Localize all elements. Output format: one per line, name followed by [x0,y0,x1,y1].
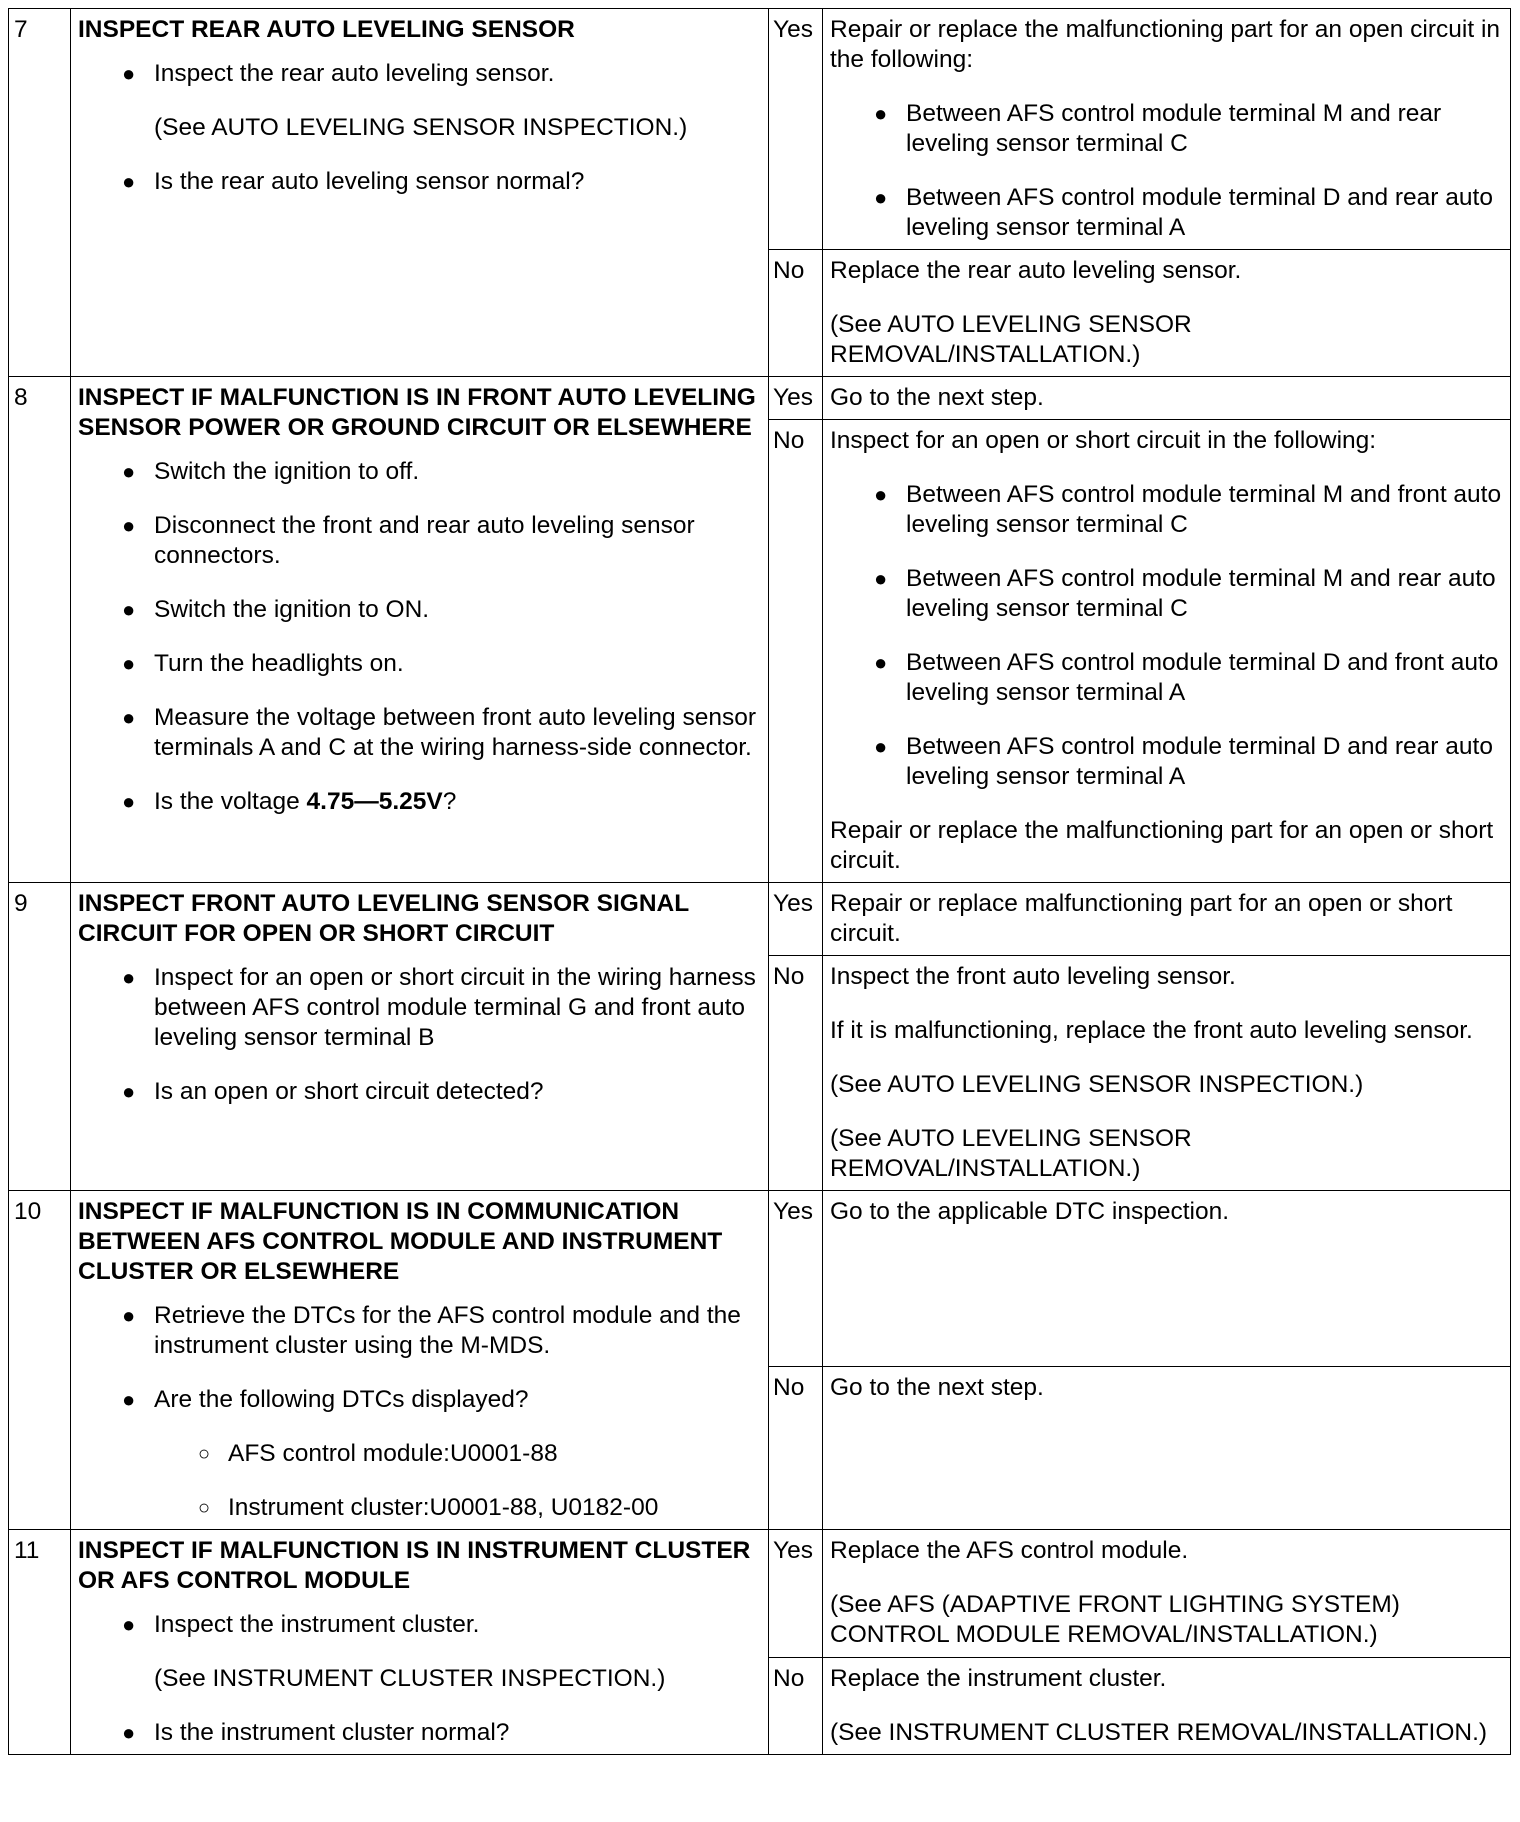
list-item: ● Disconnect the front and rear auto leveling sensor connectors. [122,512,695,569]
step-row [9,377,1511,420]
step-row [9,9,1511,250]
list-item: ● Is the voltage 4.75—5.25V? [122,788,457,815]
bullet-icon: ● [122,1387,136,1412]
list-item: ● Between AFS control module terminal D and rear auto leveling sensor terminal A [874,184,1493,241]
yes-label: Yes [769,1530,823,1658]
circle-bullet-icon: ○ [198,1443,211,1465]
bullet-icon: ● [122,1612,136,1637]
step-number: 10 [9,1191,71,1530]
step-row [9,1191,1511,1367]
bullet-icon: ● [122,1303,136,1328]
list-item: ● Between AFS control module terminal D and rear auto leveling sensor terminal A [874,733,1493,790]
list-item: ● Between AFS control module terminal M and rear leveling sensor terminal C [874,100,1442,157]
list-item: ● Turn the headlights on. [122,650,404,677]
bullet-icon: ● [122,789,136,814]
bullet-icon: ● [874,650,888,675]
step-action [71,883,769,1191]
yes-result: Replace the AFS control module. (See AFS (ADAPTIVE FRONT LIGHTING SYSTEM) CONTROL MODULE REMOVAL/INSTALLATION.) [823,1530,1511,1658]
bullet-icon: ● [874,185,888,210]
list-item: ● Inspect the rear auto leveling sensor. [122,60,555,87]
step-number: 9 [9,883,71,1191]
reference-note: (See AUTO LEVELING SENSOR INSPECTION.) [154,114,688,141]
list-item: ● Is the instrument cluster normal? [122,1719,510,1746]
yes-label: Yes [769,883,823,956]
yes-result: Go to the applicable DTC inspection. [823,1191,1511,1367]
bullet-icon: ● [122,169,136,194]
bullet-icon: ● [122,459,136,484]
bullet-icon: ● [874,566,888,591]
list-item: ● Switch the ignition to off. [122,458,420,485]
bullet-icon: ● [122,597,136,622]
troubleshooting-table [8,8,1511,1755]
no-label: No [769,1367,823,1530]
step-title: INSPECT REAR AUTO LEVELING SENSOR [78,16,575,43]
list-item: ● Between AFS control module terminal M and front auto leveling sensor terminal C [874,481,1502,538]
step-title: INSPECT IF MALFUNCTION IS IN FRONT AUTO LEVELING SENSOR POWER OR GROUND CIRCUIT OR ELSEWHERE [78,384,756,441]
bullet-icon: ● [122,705,136,730]
no-result: Replace the instrument cluster. (See INSTRUMENT CLUSTER REMOVAL/INSTALLATION.) [823,1657,1511,1754]
list-item: ● Switch the ignition to ON. [122,596,430,623]
voltage-spec: 4.75—5.25V [306,788,443,815]
yes-label: Yes [769,377,823,420]
step-number: 8 [9,377,71,883]
no-label: No [769,250,823,377]
no-label: No [769,420,823,883]
step-action [71,1530,769,1755]
no-result: Inspect the front auto leveling sensor. If it is malfunctioning, replace the front auto leveling sensor. (See AUTO LEVELING SENSOR INSPECTION.) (See AUTO LEVELING SENSOR REMOVAL/INSTALLATION.) [823,956,1511,1191]
bullet-icon: ● [874,734,888,759]
list-item: ○ AFS control module:U0001-88 [198,1440,558,1467]
yes-label: Yes [769,9,823,250]
no-label: No [769,1657,823,1754]
list-item: ● Is the rear auto leveling sensor normal? [122,168,585,195]
bullet-icon: ● [122,1079,136,1104]
step-title: INSPECT IF MALFUNCTION IS IN COMMUNICATION BETWEEN AFS CONTROL MODULE AND INSTRUMENT CLUSTER OR ELSEWHERE [78,1198,723,1285]
list-item: ● Measure the voltage between front auto leveling sensor terminals A and C at the wiring harness-side connector. [122,704,756,761]
list-item: ● Between AFS control module terminal M and rear auto leveling sensor terminal C [874,565,1496,622]
step-action [71,1191,769,1530]
step-row [9,1530,1511,1658]
step-title: INSPECT IF MALFUNCTION IS IN INSTRUMENT CLUSTER OR AFS CONTROL MODULE [78,1537,751,1594]
step-action [71,9,769,377]
bullet-icon: ● [122,61,136,86]
list-item: ● Is an open or short circuit detected? [122,1078,544,1105]
bullet-icon: ● [874,482,888,507]
step-number: 7 [9,9,71,377]
circle-bullet-icon: ○ [198,1497,211,1519]
list-item: ● Inspect for an open or short circuit in the wiring harness between AFS control module terminal G and front auto leveling sensor terminal B [122,964,756,1051]
step-action [71,377,769,883]
no-result: Inspect for an open or short circuit in the following: ● Between AFS control module terminal M and front auto leveling sensor terminal C ● Between AFS control module terminal M and rear auto leveling sensor terminal C ● Between AFS control module terminal D and front auto leveling sensor terminal A ● Between AFS control module terminal D and rear auto leveling sensor terminal A Repair or replace the malfunctioning part for an open or short circuit. [823,420,1511,883]
list-item: ● Are the following DTCs displayed? [122,1386,529,1413]
step-title: INSPECT FRONT AUTO LEVELING SENSOR SIGNAL CIRCUIT FOR OPEN OR SHORT CIRCUIT [78,890,689,947]
bullet-icon: ● [874,101,888,126]
no-result: Go to the next step. [823,1367,1511,1530]
bullet-icon: ● [122,651,136,676]
list-item: ● Retrieve the DTCs for the AFS control module and the instrument cluster using the M-MDS. [122,1302,741,1359]
bullet-icon: ● [122,513,136,538]
step-row [9,883,1511,956]
list-item: ● Between AFS control module terminal D and front auto leveling sensor terminal A [874,649,1499,706]
yes-result: Go to the next step. [823,377,1511,420]
yes-result: Repair or replace malfunctioning part for an open or short circuit. [823,883,1511,956]
bullet-icon: ● [122,965,136,990]
yes-result: Repair or replace the malfunctioning part for an open circuit in the following: ● Between AFS control module terminal M and rear leveling sensor terminal C ● Between AFS control module terminal D and rear auto leveling sensor terminal A [823,9,1511,250]
step-number: 11 [9,1530,71,1755]
bullet-icon: ● [122,1720,136,1745]
list-item: ○ Instrument cluster:U0001-88, U0182-00 [198,1494,659,1521]
reference-note: (See INSTRUMENT CLUSTER INSPECTION.) [154,1665,666,1692]
no-label: No [769,956,823,1191]
list-item: ● Inspect the instrument cluster. [122,1611,480,1638]
no-result: Replace the rear auto leveling sensor. (See AUTO LEVELING SENSOR REMOVAL/INSTALLATION.) [823,250,1511,377]
yes-label: Yes [769,1191,823,1367]
